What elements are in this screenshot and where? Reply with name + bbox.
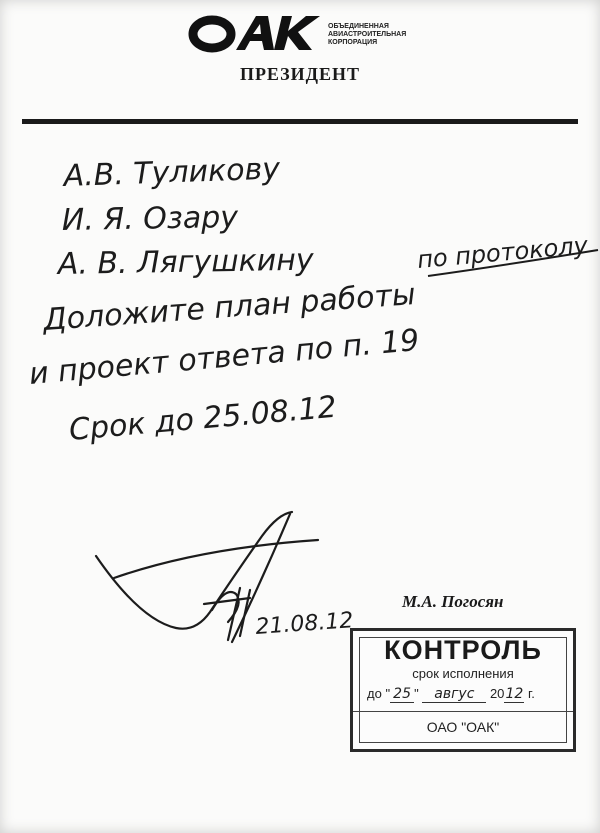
insertion-note: по протоколу: [416, 231, 589, 274]
logo-subtitle-line: АВИАСТРОИТЕЛЬНАЯ: [328, 31, 407, 38]
stamp-date-prefix: до: [367, 686, 382, 701]
logo-subtitle-line: КОРПОРАЦИЯ: [328, 39, 378, 46]
stamp-divider: [353, 711, 573, 712]
addressee-line: А. В. Лягушкину: [57, 242, 314, 282]
addressee-line: И. Я. Озару: [61, 199, 239, 238]
logo-subtitle-line: ОБЪЕДИНЕННАЯ: [328, 23, 389, 30]
stamp-month: авгус: [422, 686, 486, 703]
instruction-line: и проект ответа по п. 19: [27, 322, 421, 392]
stamp-date-line: [367, 686, 557, 703]
stamp-day: 25: [390, 686, 414, 703]
instruction-line: Доложите план работы: [42, 277, 417, 338]
signature-date: 21.08.12: [254, 608, 355, 640]
letterhead-title: ПРЕЗИДЕНТ: [239, 64, 361, 84]
stamp-title: КОНТРОЛЬ: [384, 635, 542, 665]
stamp-org: ОАО "ОАК": [426, 719, 500, 735]
stamp-year-unit: г.: [528, 686, 535, 701]
stamp-year-suffix: 12: [505, 686, 524, 702]
addressee-line: А.В. Туликову: [63, 151, 281, 194]
control-stamp: [350, 628, 576, 752]
signer-name: М.А. Погосян: [402, 592, 504, 611]
deadline-line: Срок до 25.08.12: [67, 389, 338, 448]
stamp-subtitle: срок исполнения: [412, 666, 514, 681]
stamp-quote: ": [414, 686, 419, 701]
stamp-year-prefix: 20: [489, 686, 505, 701]
stamp-quote: ": [385, 686, 391, 701]
